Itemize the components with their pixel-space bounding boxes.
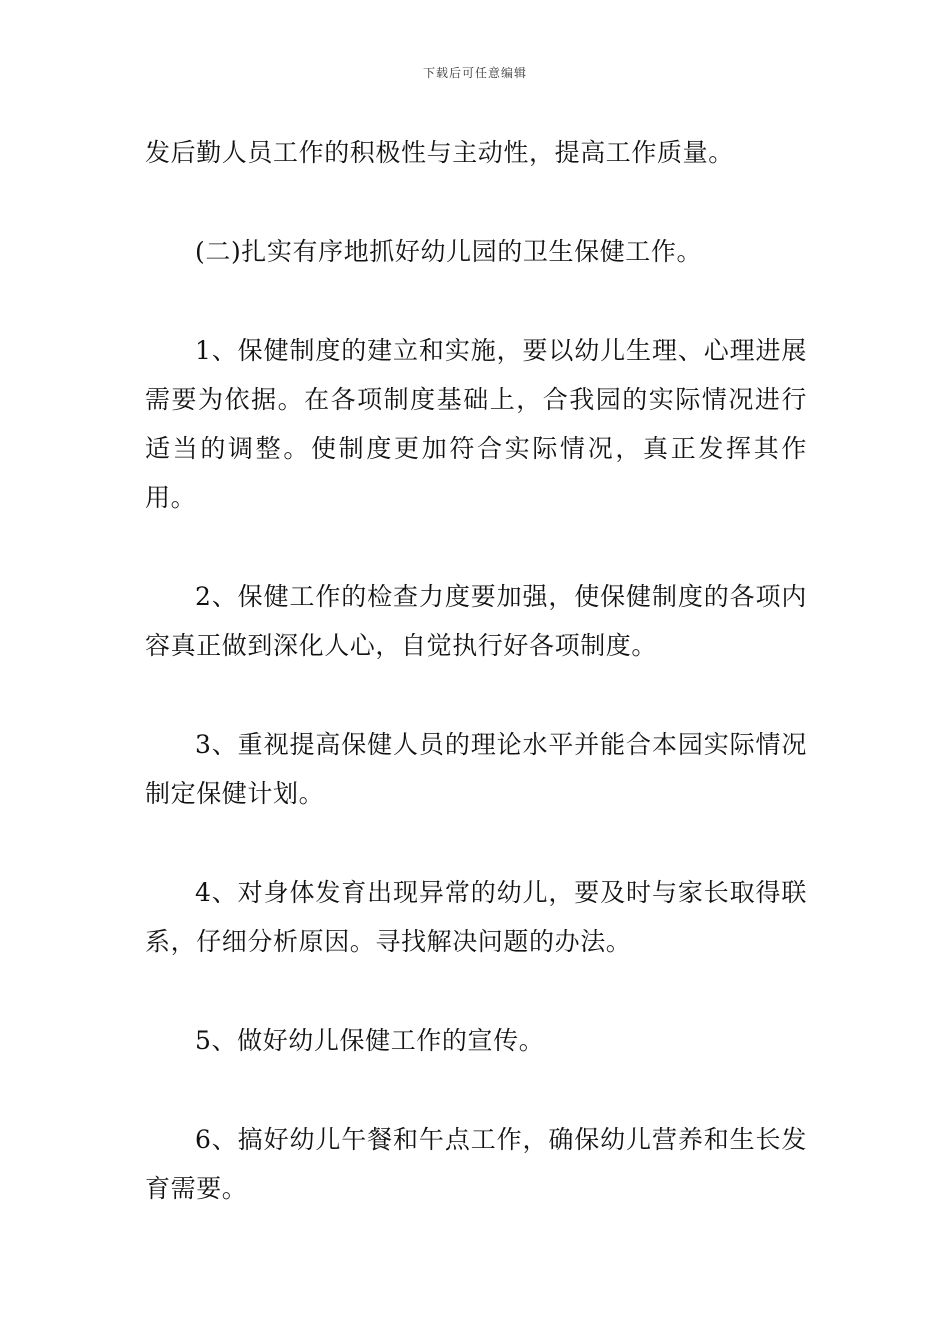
paragraph-gap — [145, 1065, 807, 1115]
paragraph-gap — [145, 966, 807, 1016]
list-item-6: 6、搞好幼儿午餐和午点工作，确保幼儿营养和生长发育需要。 — [145, 1125, 807, 1203]
paragraph-gap — [145, 818, 807, 868]
list-item-3: 3、重视提高保健人员的理论水平并能合本园实际情况制定保健计划。 — [145, 730, 807, 808]
document-body — [145, 128, 807, 1213]
paragraph-continuation: 发后勤人员工作的积极性与主动性，提高工作质量。 — [145, 138, 734, 167]
list-item-1: 1、保健制度的建立和实施，要以幼儿生理、心理进展需要为依据。在各项制度基础上，合我园的实际情况进行适当的调整。使制度更加符合实际情况，真正发挥其作用。 — [145, 336, 807, 512]
paragraph-gap — [145, 177, 807, 227]
list-item-4: 4、对身体发育出现异常的幼儿，要及时与家长取得联系，仔细分析原因。寻找解决问题的办法。 — [145, 878, 807, 956]
section-heading: (二)扎实有序地抓好幼儿园的卫生保健工作。 — [195, 237, 703, 266]
list-item-2: 2、保健工作的检查力度要加强，使保健制度的各项内容真正做到深化人心，自觉执行好各项制度。 — [145, 582, 807, 660]
paragraph-gap — [145, 276, 807, 326]
page-header: 下载后可任意编辑 — [422, 66, 527, 80]
paragraph-gap — [145, 670, 807, 720]
paragraph-gap — [145, 522, 807, 572]
list-item-5: 5、做好幼儿保健工作的宣传。 — [195, 1026, 545, 1055]
